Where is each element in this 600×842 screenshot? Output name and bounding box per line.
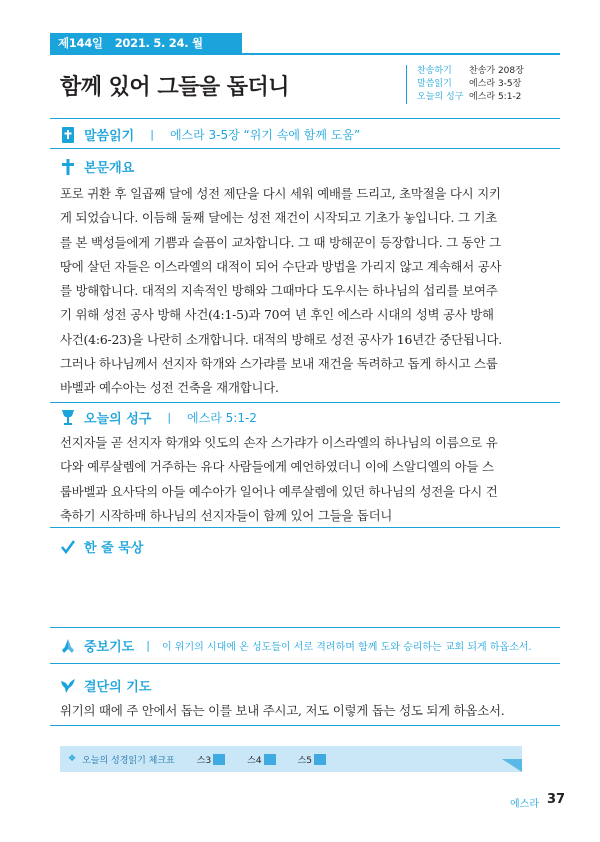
hymn-value: 에스라 3-5장 — [469, 79, 522, 89]
overview-header — [60, 157, 134, 176]
hymn-row — [417, 78, 556, 91]
hymn-key: 말씀읽기 — [417, 79, 452, 89]
verse-label: 오늘의 성구 — [84, 412, 152, 427]
divider-bar: | — [150, 128, 154, 141]
bible-icon — [60, 127, 76, 143]
text-line: 땅에 살던 자들은 이스라엘의 대적이 되어 수단과 방법을 가리지 않고 계속해서 공사 — [60, 258, 502, 274]
overview-label: 본문개요 — [84, 161, 135, 176]
checkbox[interactable] — [314, 754, 326, 765]
resolution-label: 결단의 기도 — [84, 680, 152, 695]
intercession-text: 이 위기의 시대에 온 성도들이 서로 격려하며 함께 도와 승리하는 교회 되게 하옵소서. — [161, 642, 532, 653]
divider — [50, 627, 560, 628]
resolution-header — [60, 676, 151, 695]
divider — [50, 663, 560, 664]
reading-detail: 에스라 3-5장 “위기 속에 함께 도움” — [169, 128, 361, 142]
intercession-label: 중보기도 — [84, 640, 135, 655]
checkmark-icon — [60, 539, 76, 555]
corner-fold — [502, 759, 522, 772]
divider — [50, 118, 560, 119]
diamond-icon: ❖ — [68, 754, 77, 764]
text-line: 기 위해 성전 공사 방해 사건(4:1-5)과 70여 년 후인 에스라 시대의 성벽 공사 방해 — [60, 307, 494, 323]
reading-header — [60, 125, 360, 144]
hymn-box — [406, 65, 556, 104]
reading-checklist — [60, 746, 522, 772]
checkbox[interactable] — [213, 754, 225, 765]
text-line: 그러나 하나님께서 선지자 학개와 스가랴를 보내 재건을 독려하고 돕게 하시고 스룹 — [60, 356, 498, 372]
hymn-key: 찬송하기 — [417, 66, 452, 76]
page-title: 함께 있어 그들을 돕더니 — [60, 75, 289, 100]
hymn-key: 오늘의 성구 — [417, 92, 464, 102]
intercession-header — [60, 636, 532, 655]
hymn-value: 에스라 5:1-2 — [469, 92, 522, 102]
cross-icon — [60, 159, 76, 175]
checklist-item-label: 스5 — [297, 755, 313, 766]
checkbox[interactable] — [264, 754, 276, 765]
divider — [50, 148, 560, 149]
date-tab — [50, 33, 242, 53]
text-line: 포로 귀환 후 일곱째 달에 성전 제단을 다시 세워 예배를 드리고, 초막절을 다시 지키 — [60, 186, 501, 201]
meditation-header — [60, 537, 143, 556]
day-label: 제144일 — [58, 36, 103, 50]
text-line: 선지자들 곧 선지자 학개와 잇도의 손자 스가랴가 이스라엘의 하나님의 이름으로 유 — [60, 435, 498, 450]
footer-book: 에스라 — [510, 799, 539, 810]
hymn-row — [417, 91, 556, 104]
divider — [50, 725, 560, 726]
divider — [50, 527, 560, 528]
text-line: 게 되었습니다. 이듬해 둘째 달에는 성전 재건이 시작되고 기초가 놓입니다. 그 기초 — [60, 210, 497, 226]
dove-icon — [60, 678, 76, 694]
hymn-row — [417, 65, 556, 78]
hymn-value: 찬송가 208장 — [469, 66, 524, 76]
verse-ref: 에스라 5:1-2 — [187, 411, 257, 425]
meditation-label: 한 줄 묵상 — [84, 541, 144, 556]
checklist-label: 오늘의 성경읽기 체크표 — [82, 755, 175, 766]
text-line: 를 본 백성들에게 기쁨과 슬픔이 교차합니다. 그 때 방해꾼이 등장합니다. 그 동안 그 — [60, 234, 501, 250]
text-line: 사건(4:6-23)을 나란히 소개합니다. 대적의 방해로 성전 공사가 16년간 중단됩니다. — [60, 331, 503, 347]
page-number: 37 — [547, 792, 566, 807]
checklist-item-label: 스4 — [247, 755, 262, 766]
overview-text — [60, 182, 560, 401]
divider — [50, 402, 560, 403]
chalice-icon — [60, 410, 76, 426]
divider-bar: | — [167, 411, 172, 424]
reading-label: 말씀읽기 — [84, 129, 135, 144]
checklist-item[interactable] — [197, 753, 225, 766]
text-line: 를 방해합니다. 대적의 지속적인 방해와 그때마다 도우시는 하나님의 섭리를 보여주 — [60, 283, 498, 299]
title-rule — [50, 53, 560, 55]
checklist-item-label: 스3 — [196, 755, 212, 766]
divider-bar: | — [146, 639, 150, 652]
text-line: 바벨과 예수아는 성전 건축을 재개합니다. — [60, 380, 279, 396]
resolution-text: 위기의 때에 주 안에서 돕는 이를 보내 주시고, 저도 이렇게 돕는 성도 되게 하옵소서. — [60, 703, 505, 718]
text-line: 룹바벨과 요사닥의 아들 예수아가 일어나 예루살렘에 있던 하나님의 성전을 다시 건 — [60, 483, 498, 499]
checklist-item[interactable] — [247, 753, 275, 766]
date-label: 2021. 5. 24. 월 — [114, 36, 203, 50]
verse-text — [60, 431, 560, 528]
praying-hands-icon — [60, 638, 76, 654]
text-line: 축하기 시작하매 하나님의 선지자들이 함께 있어 그들을 돕더니 — [60, 507, 393, 523]
text-line: 다와 예루살렘에 거주하는 유다 사람들에게 예언하였더니 이에 스알디엘의 아들 스 — [60, 459, 494, 475]
verse-header — [60, 408, 257, 427]
checklist-item[interactable] — [298, 753, 326, 766]
